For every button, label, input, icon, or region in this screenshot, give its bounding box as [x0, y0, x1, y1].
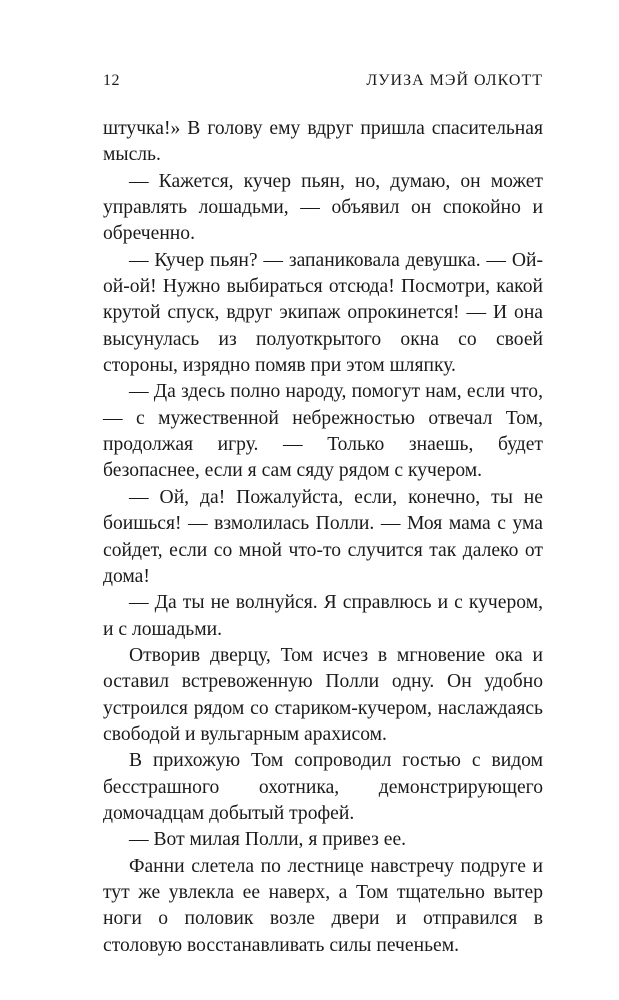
paragraph: В прихожую Том сопроводил гостью с видом бесстрашного охотника, демонстрирующего домочадцам добытый трофей.	[103, 750, 543, 824]
paragraph: — Кучер пьян? — запаниковала девушка. — Ой-ой-ой! Нужно выбираться отсюда! Посмотри, какой крутой спуск, вдруг экипаж опрокинется! — И она высунулась из полуоткрытого окна со своей стороны, изрядно помяв при этом шляпку.	[103, 249, 543, 377]
paragraph: Отворив дверцу, Том исчез в мгновение ока и оставил встревоженную Полли одну. Он удобно устроился рядом со стариком-кучером, наслаждаясь свободой и вульгарным арахисом.	[103, 644, 543, 745]
paragraph: — Да ты не волнуйся. Я справлюсь и с кучером, и с лошадьми.	[103, 592, 543, 640]
page-number: 12	[103, 72, 120, 89]
paragraph: — Вот милая Полли, я привез ее.	[129, 829, 407, 851]
paragraph: штучка!» В голову ему вдруг пришла спасительная мысль.	[103, 118, 543, 166]
paragraph: Фанни слетела по лестнице навстречу подруге и тут же увлекла ее наверх, а Том тщательно вытер ноги о половик возле двери и отправился в столовую восстанавливать силы печеньем.	[103, 855, 543, 956]
paragraph: — Да здесь полно народу, помогут нам, если что, — с мужественной небрежностью отвечал Том, продолжая игру. — Только знаешь, будет безопаснее, если я сам сяду рядом с кучером.	[103, 381, 543, 482]
paragraph: — Кажется, кучер пьян, но, думаю, он может управлять лошадьми, — объявил он спокойно и обреченно.	[103, 170, 543, 245]
author-name: ЛУИЗА МЭЙ ОЛКОТТ	[366, 72, 543, 89]
running-header	[103, 72, 543, 96]
body-text	[103, 116, 543, 959]
paragraph: — Ой, да! Пожалуйста, если, конечно, ты не боишься! — взмолилась Полли. — Моя мама с ума сойдет, если со мной что-то случится так далеко от дома!	[103, 486, 543, 587]
